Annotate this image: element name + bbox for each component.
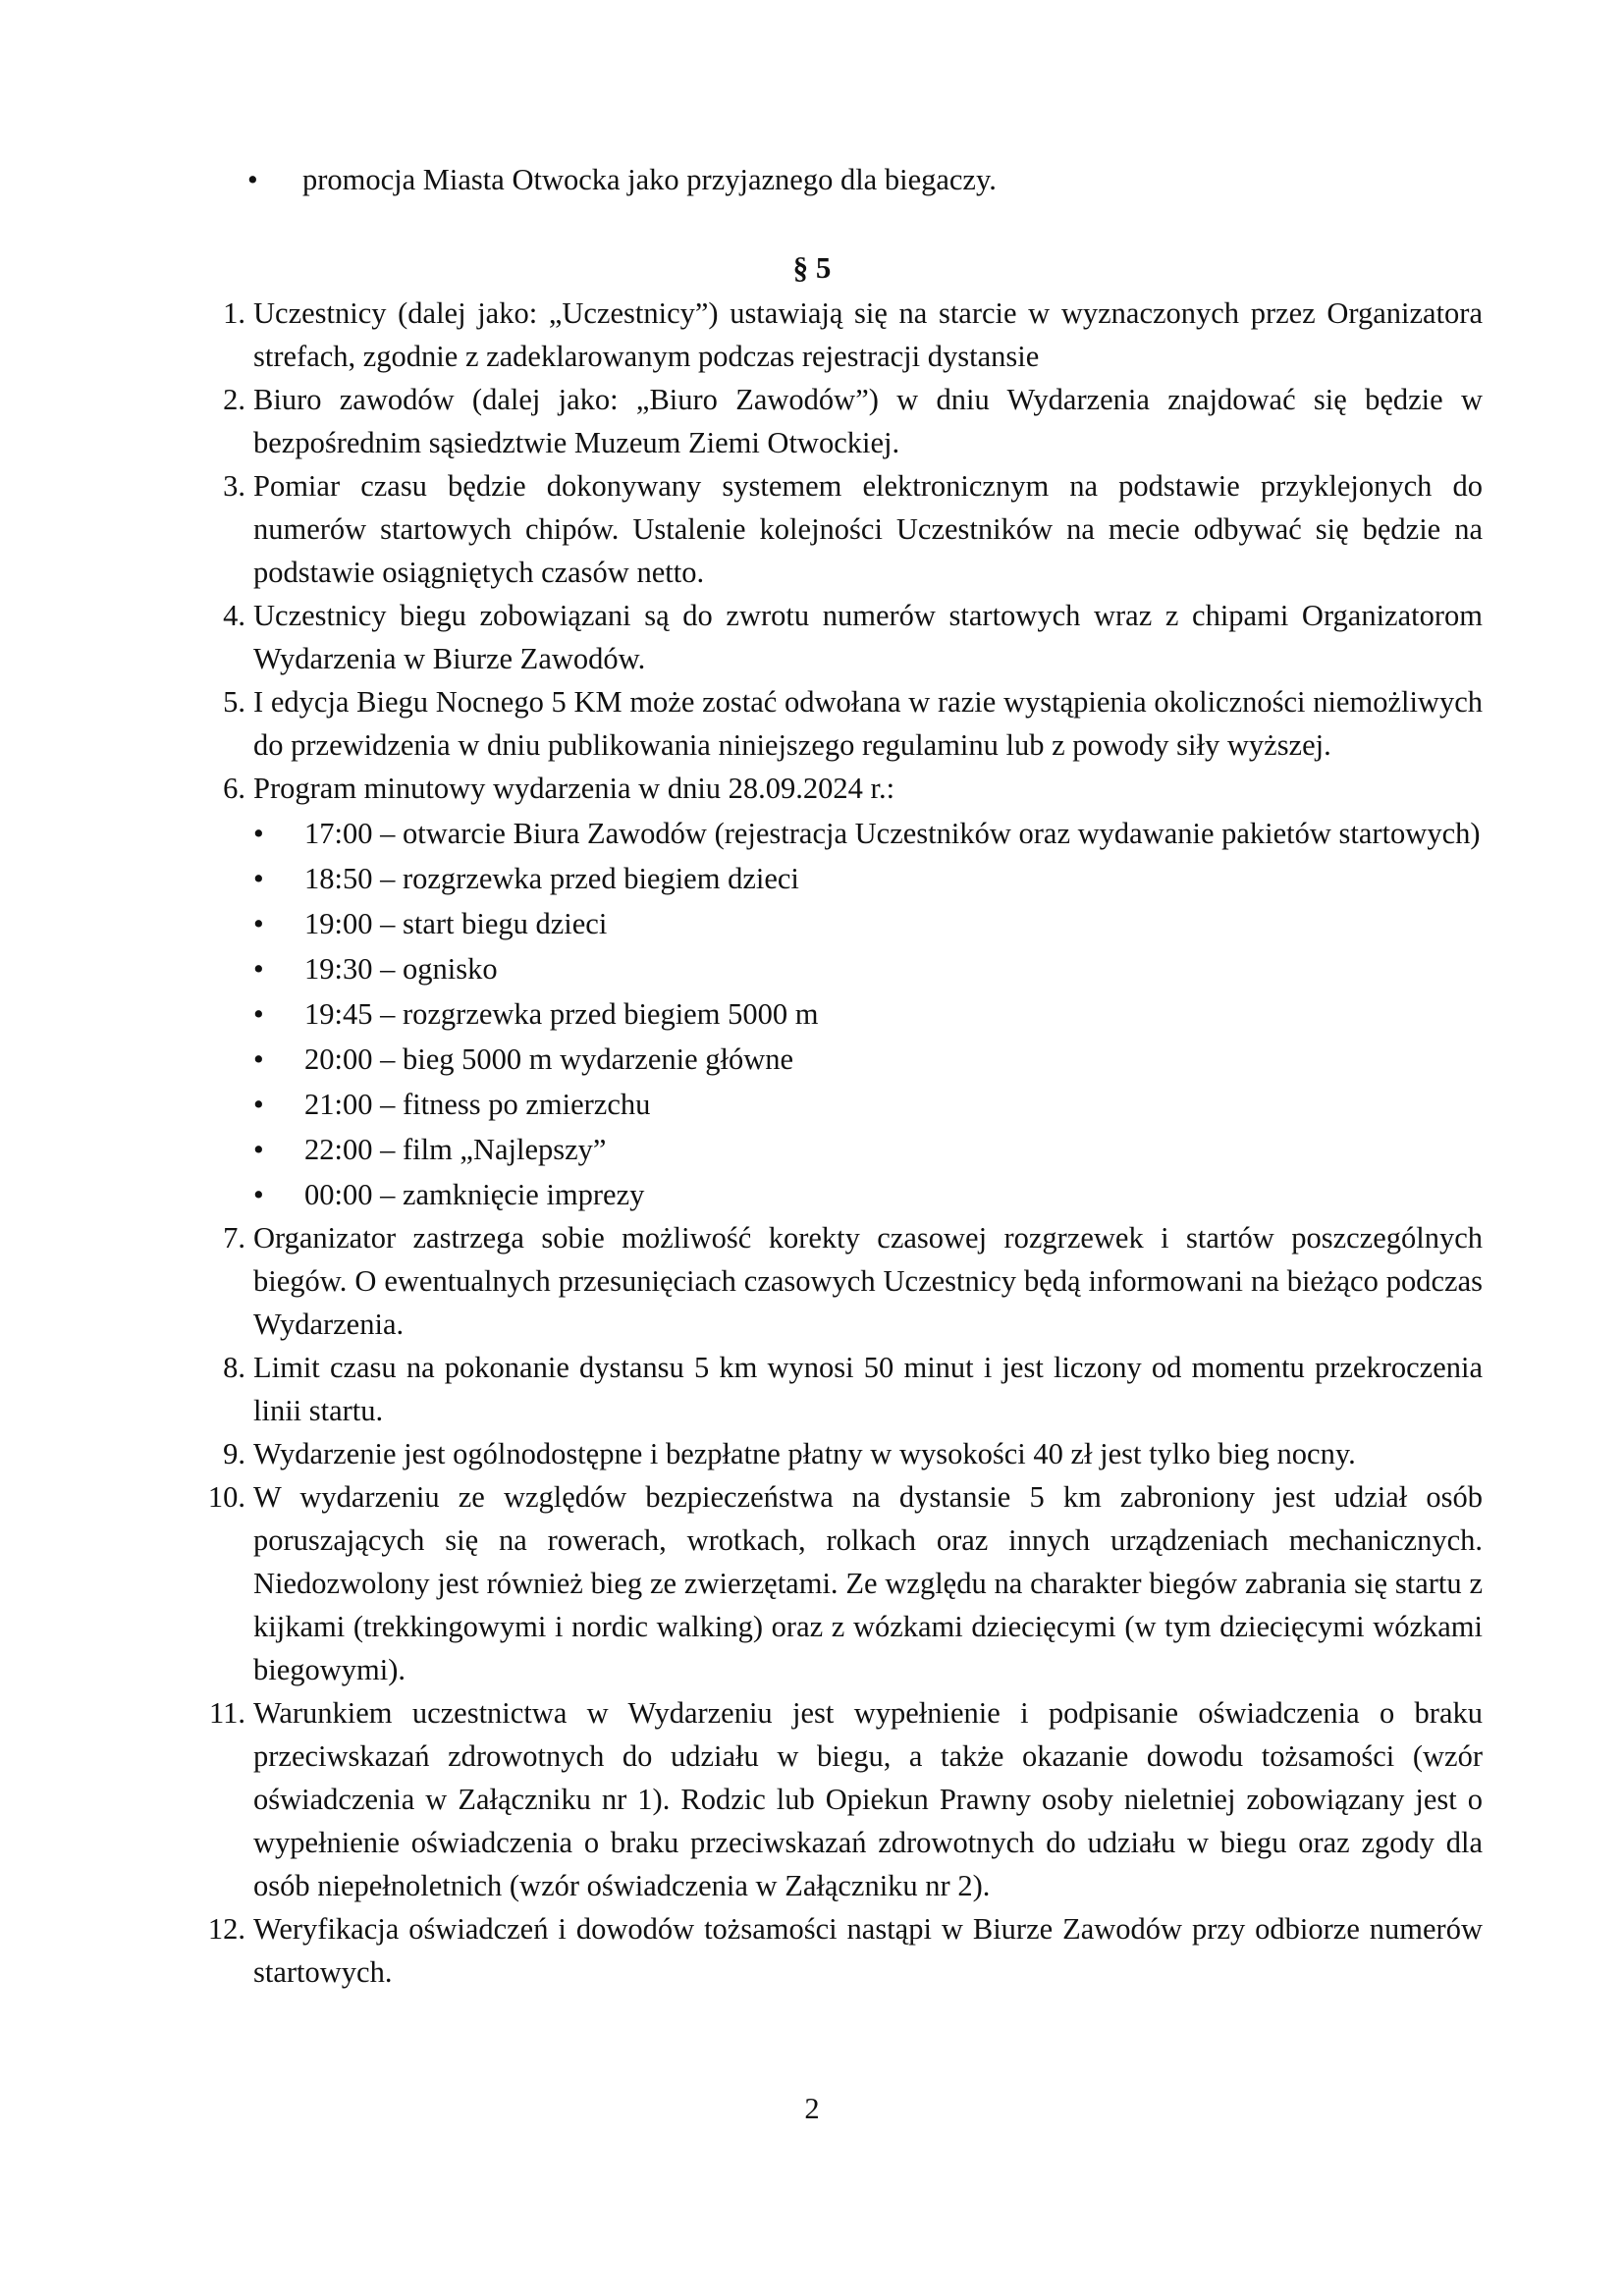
list-item (202, 1432, 1483, 1475)
item-text: Warunkiem uczestnictwa w Wydarzeniu jest wypełnienie i podpisanie oświadczenia o braku przeciwskazań zdrowotnych do udziału w biegu, a także okazanie dowodu tożsamości (wzór oświadczenia w Załączniku nr 1). Rodzic lub Opiekun Prawny osoby nieletniej zobowiązany jest o wypełnienie oświadczenia o braku przeciwskazań zdrowotnych do udziału w biegu oraz zgody dla osób niepełnoletnich (wzór oświadczenia w Załączniku nr 2). (253, 1696, 1483, 1902)
section-heading: § 5 (792, 250, 832, 285)
item-text: Uczestnicy biegu zobowiązani są do zwrotu numerów startowych wraz z chipami Organizatorom Wydarzenia w Biurze Zawodów. (253, 599, 1483, 675)
item-number: 8. (223, 1351, 245, 1384)
bullet-icon: • (247, 163, 258, 196)
schedule-item (253, 902, 1483, 945)
list-item-schedule (202, 767, 1483, 1216)
item-number: 4. (223, 599, 245, 632)
bullet-text: promocja Miasta Otwocka jako przyjaznego dla biegaczy. (302, 163, 997, 196)
bullet-icon: • (253, 1088, 264, 1121)
list-item (202, 1907, 1483, 1994)
item-text: Organizator zastrzega sobie możliwość korekty czasowej rozgrzewek i startów poszczególnych biegów. O ewentualnych przesunięciach czasowych Uczestnicy będą informowani na bieżąco podczas Wydarzenia. (253, 1221, 1483, 1341)
bullet-icon: • (253, 1178, 264, 1211)
list-item (202, 292, 1483, 378)
item-number: 1. (223, 296, 245, 330)
list-item (202, 464, 1483, 594)
item-number: 2. (223, 383, 245, 416)
item-text: Weryfikacja oświadczeń i dowodów tożsamości nastąpi w Biurze Zawodów przy odbiorze numerów startowych. (253, 1912, 1483, 1989)
list-item (202, 378, 1483, 464)
schedule-text: 20:00 – bieg 5000 m wydarzenie główne (304, 1042, 794, 1076)
bullet-icon: • (253, 1042, 264, 1076)
numbered-list (202, 292, 1483, 1994)
item-number: 9. (223, 1437, 245, 1470)
schedule-text: 22:00 – film „Najlepszy” (304, 1133, 607, 1166)
schedule-text: 00:00 – zamknięcie imprezy (304, 1178, 645, 1211)
bullet-icon: • (253, 907, 264, 940)
schedule-text: 19:00 – start biegu dzieci (304, 907, 608, 940)
schedule-item (253, 1173, 1483, 1216)
item-text: Wydarzenie jest ogólnodostępne i bezpłatne płatny w wysokości 40 zł jest tylko bieg nocny. (253, 1437, 1356, 1470)
schedule-text: 19:45 – rozgrzewka przed biegiem 5000 m (304, 997, 819, 1031)
item-text: Uczestnicy (dalej jako: „Uczestnicy”) ustawiają się na starcie w wyznaczonych przez Organizatora strefach, zgodnie z zadeklarowanym podczas rejestracji dystansie (253, 296, 1483, 373)
item-number: 5. (223, 685, 245, 719)
list-item (202, 594, 1483, 680)
list-item (202, 1475, 1483, 1691)
item-text: Program minutowy wydarzenia w dniu 28.09.2024 r.: (253, 772, 895, 805)
item-text: Biuro zawodów (dalej jako: „Biuro Zawodów”) w dniu Wydarzenia znajdować się będzie w bezpośrednim sąsiedztwie Muzeum Ziemi Otwockiej. (253, 383, 1483, 459)
schedule-item (253, 1128, 1483, 1171)
bullet-icon: • (253, 997, 264, 1031)
intro-bullet-item (247, 158, 1485, 201)
bullet-icon: • (253, 817, 264, 850)
item-text: W wydarzeniu ze względów bezpieczeństwa na dystansie 5 km zabroniony jest udział osób poruszających się na rowerach, wrotkach, rolkach oraz innych urządzeniach mechanicznych. Niedozwolony jest również bieg ze zwierzętami. Ze względu na charakter biegów zabrania się startu z kijkami (trekkingowymi i nordic walking) oraz z wózkami dziecięcymi (w tym dziecięcymi wózkami biegowymi). (253, 1480, 1483, 1686)
schedule-item (253, 1083, 1483, 1126)
item-number: 10. (207, 1480, 245, 1514)
schedule-text: 21:00 – fitness po zmierzchu (304, 1088, 651, 1121)
item-text: I edycja Biegu Nocnego 5 KM może zostać odwołana w razie wystąpienia okoliczności niemożliwych do przewidzenia w dniu publikowania niniejszego regulaminu lub z powody siły wyższej. (253, 685, 1483, 762)
page-number: 2 (804, 2092, 820, 2125)
item-number: 6. (223, 772, 245, 805)
schedule-item (253, 812, 1483, 855)
item-text: Limit czasu na pokonanie dystansu 5 km wynosi 50 minut i jest liczony od momentu przekroczenia linii startu. (253, 1351, 1483, 1427)
schedule-item (253, 1038, 1483, 1081)
item-number: 11. (209, 1696, 245, 1730)
schedule-text: 19:30 – ognisko (304, 952, 498, 986)
list-item (202, 680, 1483, 767)
item-number: 12. (207, 1912, 245, 1946)
item-text: Pomiar czasu będzie dokonywany systemem elektronicznym na podstawie przyklejonych do numerów startowych chipów. Ustalenie kolejności Uczestników na mecie odbywać się będzie na podstawie osiągniętych czasów netto. (253, 469, 1483, 589)
list-item (202, 1216, 1483, 1346)
schedule-text: 17:00 – otwarcie Biura Zawodów (rejestracja Uczestników oraz wydawanie pakietów startowych) (304, 817, 1481, 850)
list-item (202, 1691, 1483, 1907)
item-text-block (253, 767, 1483, 1216)
item-number: 7. (223, 1221, 245, 1255)
schedule-item (253, 947, 1483, 990)
schedule-list (253, 812, 1483, 1216)
schedule-item (253, 992, 1483, 1036)
bullet-icon: • (253, 862, 264, 895)
schedule-item (253, 857, 1483, 900)
bullet-icon: • (253, 952, 264, 986)
item-number: 3. (223, 469, 245, 503)
schedule-text: 18:50 – rozgrzewka przed biegiem dzieci (304, 862, 799, 895)
bullet-icon: • (253, 1133, 264, 1166)
list-item (202, 1346, 1483, 1432)
